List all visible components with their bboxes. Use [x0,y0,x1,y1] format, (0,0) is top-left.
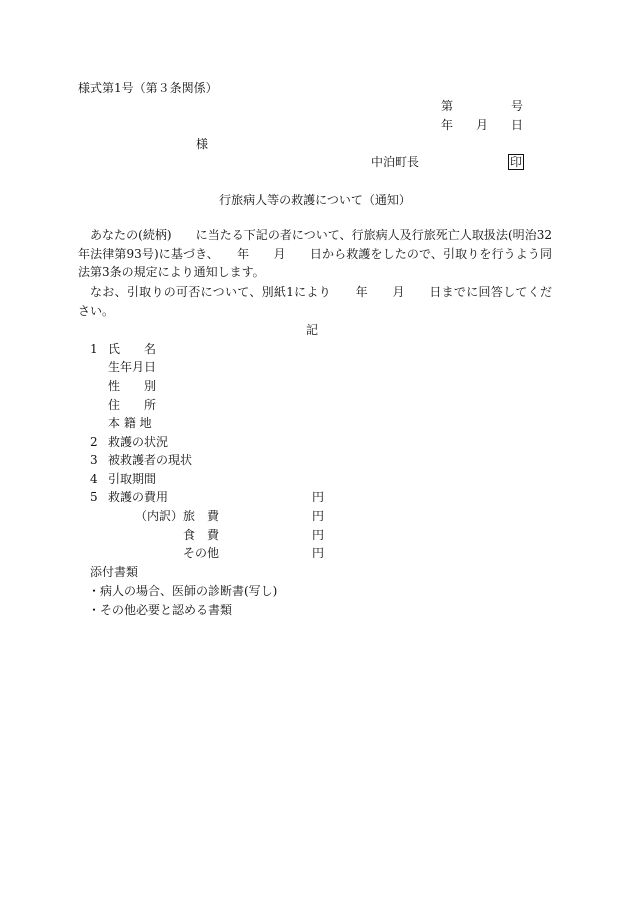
item-1-sub-birthdate: 生年月日 [108,360,157,374]
attachment-item-1: ・病人の場合、医師の診断書(写し) [88,584,278,598]
addressee-suffix: 様 [196,137,209,151]
attachment-item-2: ・その他必要と認める書類 [88,603,233,617]
date-month: 月 [476,118,489,132]
breakdown-food-yen: 円 [312,528,325,542]
sender-title: 中泊町長 [371,155,420,169]
breakdown-travel-yen: 円 [312,509,325,523]
body-paragraph-2 [78,283,552,320]
item-5-label: 救護の費用 [108,490,169,504]
item-5-number: 5 [90,490,98,504]
body-paragraph-1-text: あなたの(続柄) に当たる下記の者について、行旅病人及行旅死亡人取扱法(明治32年法律第93号)に基づき、 年 月 日から救護をしたので、引取りを行うよう同法第3条の規定により通知します。 [78,228,552,279]
number-prefix: 第 [441,99,454,113]
item-1-number: 1 [90,342,98,356]
item-2-label: 救護の状況 [108,435,169,449]
number-suffix: 号 [511,99,524,113]
date-day: 日 [511,118,524,132]
form-label: 様式第1号（第３条関係） [78,81,218,95]
breakdown-other-yen: 円 [312,546,325,560]
item-3-number: 3 [90,453,98,467]
item-1-sub-domicile: 本 籍 地 [108,416,152,430]
item-4-number: 4 [90,472,98,486]
item-5-yen: 円 [312,490,325,504]
item-3-label: 被救護者の現状 [108,453,193,467]
item-2-number: 2 [90,435,98,449]
breakdown-food: 食 費 [183,528,220,542]
seal-text: 印 [510,155,523,169]
ki-mark: 記 [306,323,319,337]
attachments-heading: 添付書類 [90,565,139,579]
date-year: 年 [441,118,454,132]
breakdown-label: （内訳） [135,509,184,523]
body-paragraph-1 [78,226,552,282]
breakdown-travel: 旅 費 [183,509,220,523]
item-1-sub-address: 住 所 [108,398,157,412]
item-1-label: 氏 名 [108,342,157,356]
seal-mark [508,154,524,170]
item-1-sub-sex: 性 別 [108,379,157,393]
body-paragraph-2-text: なお、引取りの可否について、別紙1により 年 月 日までに回答してください。 [78,285,552,318]
item-4-label: 引取期間 [108,472,157,486]
document-title: 行旅病人等の救護について（通知） [219,193,411,207]
breakdown-other: その他 [183,546,220,560]
